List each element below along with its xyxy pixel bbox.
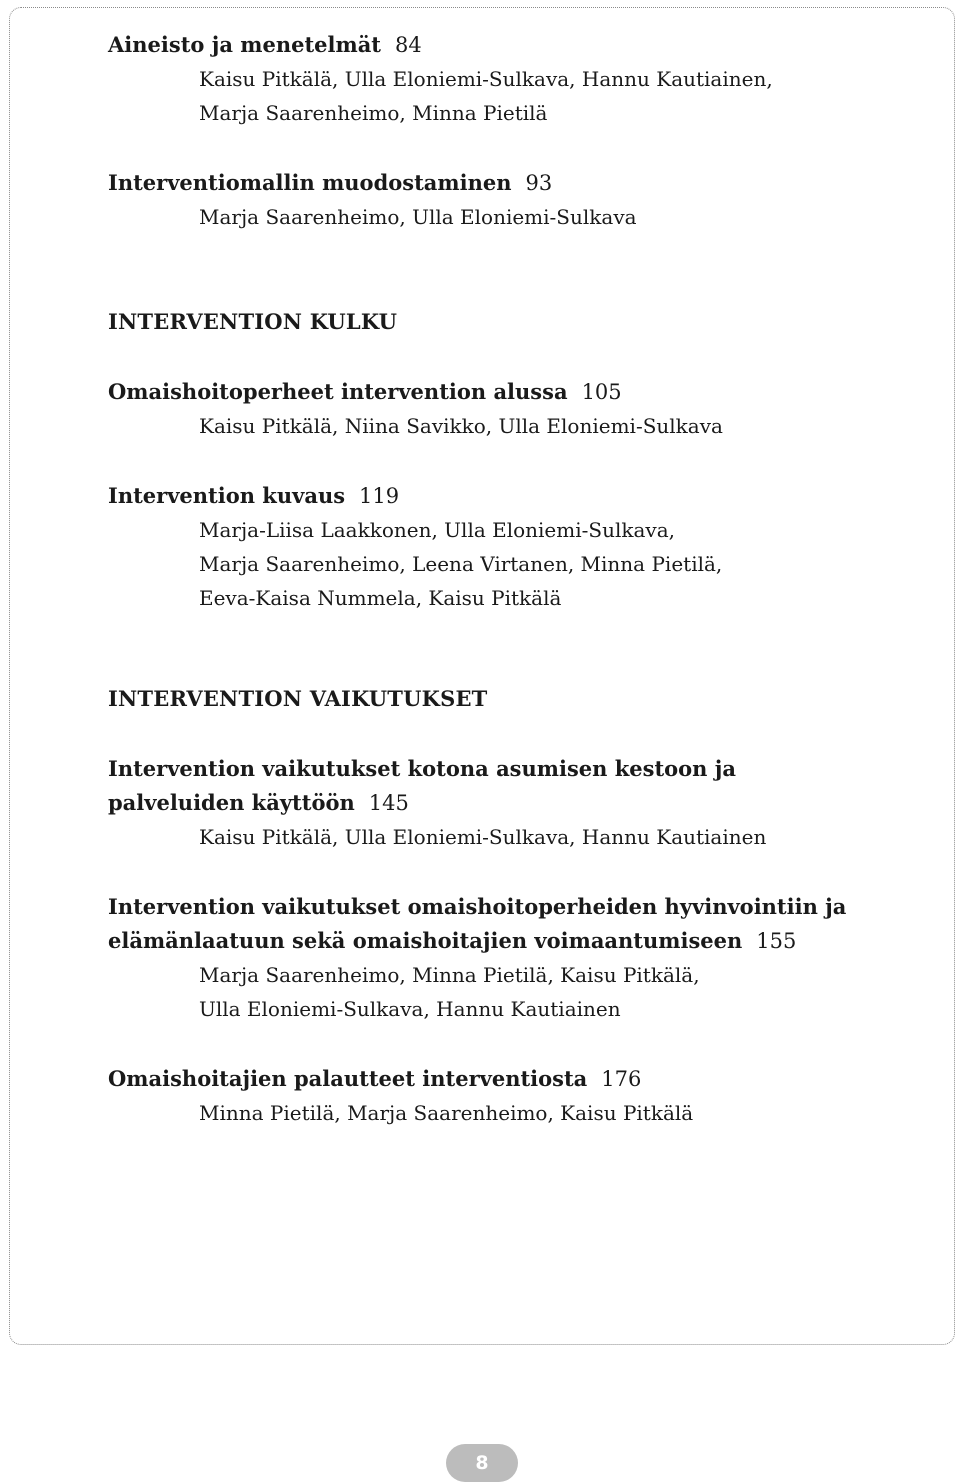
toc-entry-authors: [199, 820, 928, 854]
toc-entry-title: Interventiomallin muodostaminen 93: [108, 170, 553, 195]
author-line: Kaisu Pitkälä, Ulla Eloniemi-Sulkava, Hannu Kautiainen: [199, 825, 767, 849]
author-line: Marja Saarenheimo, Minna Pietilä, Kaisu Pitkälä,: [199, 963, 700, 987]
author-line: Ulla Eloniemi-Sulkava, Hannu Kautiainen: [199, 997, 621, 1021]
toc-page-number: 119: [359, 484, 400, 508]
author-line: Minna Pietilä, Marja Saarenheimo, Kaisu Pitkälä: [199, 1101, 694, 1125]
toc-section: [108, 682, 928, 1130]
toc-entry-authors: [199, 513, 928, 615]
toc-entry-authors: [199, 62, 928, 130]
toc-entry: [108, 1062, 928, 1130]
toc-entry: [108, 166, 928, 234]
toc-page-number: 105: [581, 380, 622, 404]
toc-entry: [108, 28, 928, 130]
toc-entry-title: elämänlaatuun sekä omaishoitajien voimaantumiseen 155: [108, 928, 797, 953]
toc-entry-title: Intervention vaikutukset kotona asumisen kestoon ja: [108, 756, 736, 781]
author-line: Kaisu Pitkälä, Ulla Eloniemi-Sulkava, Hannu Kautiainen,: [199, 67, 773, 91]
table-of-contents: [108, 28, 928, 1130]
toc-entry-authors: [199, 409, 928, 443]
toc-entry: [108, 752, 928, 854]
toc-page-number: 155: [756, 929, 797, 953]
author-line: Kaisu Pitkälä, Niina Savikko, Ulla Eloniemi-Sulkava: [199, 414, 723, 438]
toc-entry-title: Intervention kuvaus 119: [108, 483, 400, 508]
section-heading: INTERVENTION VAIKUTUKSET: [108, 686, 488, 711]
toc-page-number: 93: [525, 171, 553, 195]
toc-entry-title: Aineisto ja menetelmät 84: [108, 32, 422, 57]
toc-entry-authors: [199, 200, 928, 234]
toc-entry: [108, 375, 928, 443]
toc-entry: [108, 479, 928, 615]
author-line: Eeva-Kaisa Nummela, Kaisu Pitkälä: [199, 586, 562, 610]
toc-entry-authors: [199, 1096, 928, 1130]
toc-page-number: 84: [395, 33, 422, 57]
toc-entry-title: palveluiden käyttöön 145: [108, 790, 409, 815]
toc-entry-title: Omaishoitajien palautteet interventiosta 176: [108, 1066, 642, 1091]
toc-entry-authors: [199, 958, 928, 1026]
section-heading: INTERVENTION KULKU: [108, 309, 398, 334]
toc-section: [108, 305, 928, 615]
author-line: Marja Saarenheimo, Ulla Eloniemi-Sulkava: [199, 205, 637, 229]
toc-entry-title: Omaishoitoperheet intervention alussa 105: [108, 379, 622, 404]
author-line: Marja Saarenheimo, Minna Pietilä: [199, 101, 548, 125]
toc-entry: [108, 890, 928, 1026]
toc-entry-title: Intervention vaikutukset omaishoitoperheiden hyvinvointiin ja: [108, 894, 847, 919]
page-number-badge: 8: [446, 1444, 518, 1482]
author-line: Marja-Liisa Laakkonen, Ulla Eloniemi-Sulkava,: [199, 518, 675, 542]
author-line: Marja Saarenheimo, Leena Virtanen, Minna Pietilä,: [199, 552, 723, 576]
toc-page-number: 176: [601, 1067, 642, 1091]
toc-page-number: 145: [368, 791, 409, 815]
